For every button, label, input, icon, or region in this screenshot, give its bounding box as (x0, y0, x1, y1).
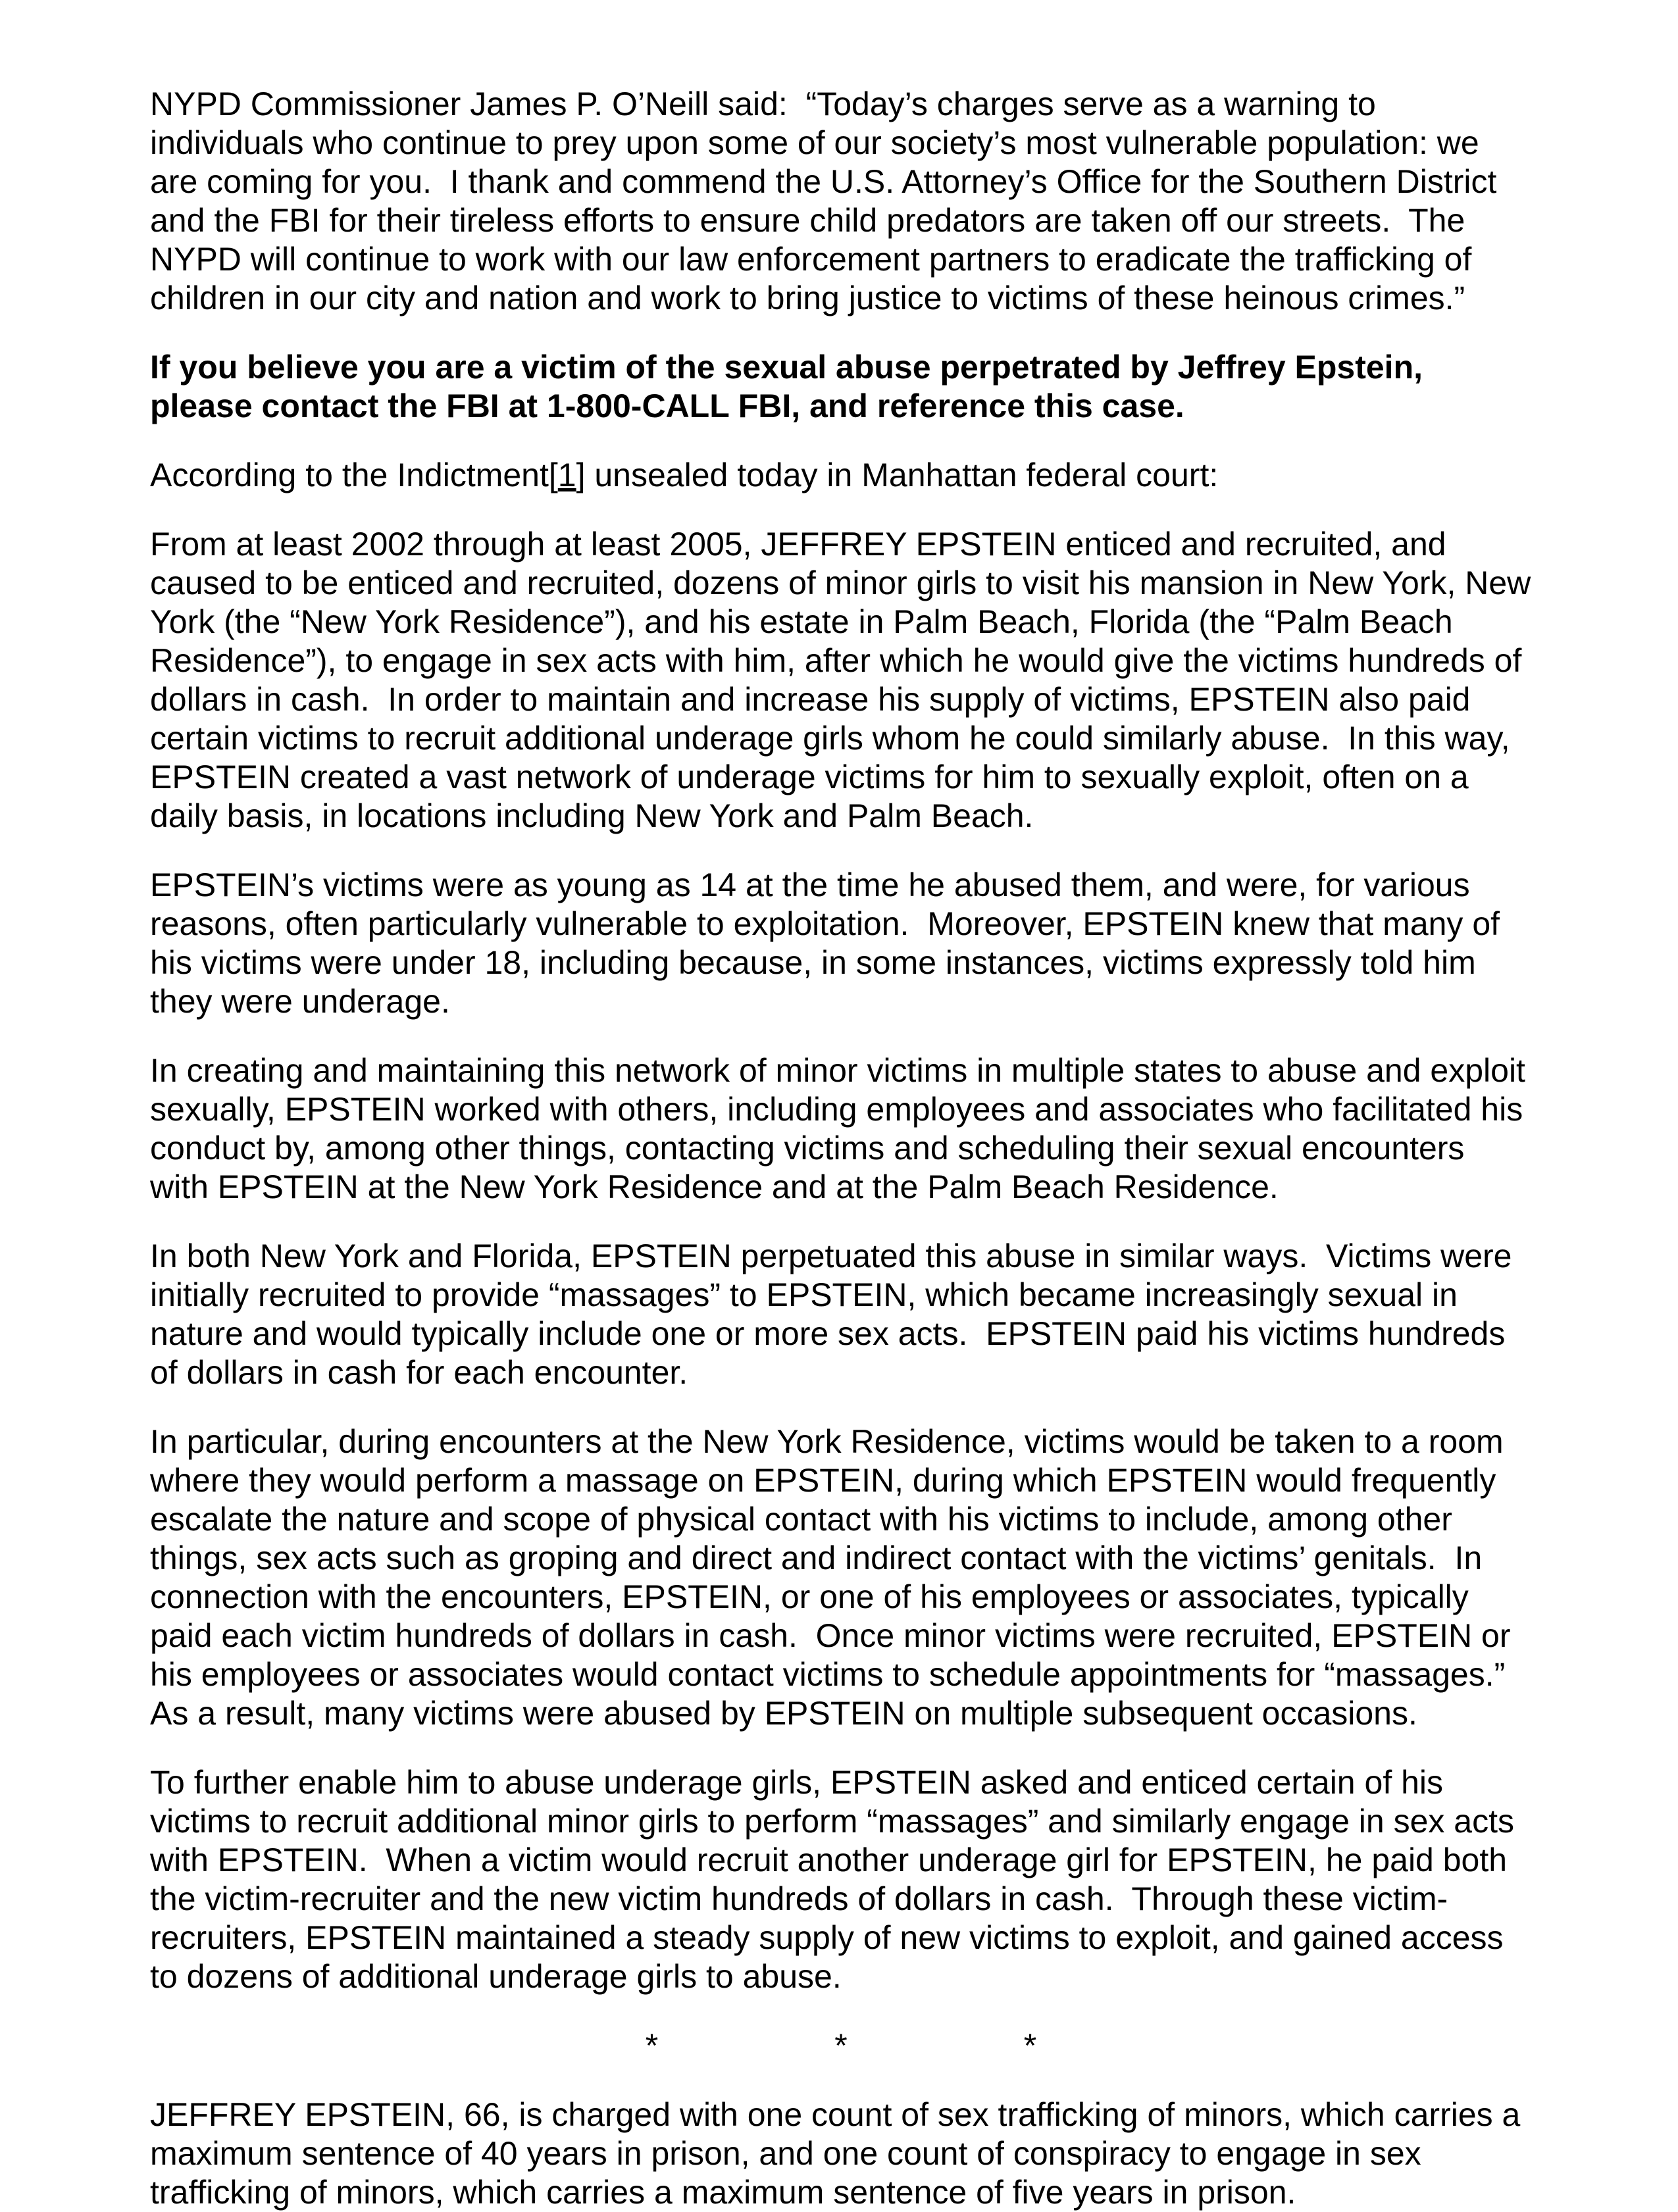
paragraph-recruiters: To further enable him to abuse underage girls, EPSTEIN asked and enticed certain of his victims to recruit additional minor girls to perform “massages” and similarly engage in sex acts with EPSTEIN. When a victim would recruit another underage girl for EPSTEIN, he paid both the victim-recruiter and the new victim hundreds of dollars in cash. Through these victim-recruiters, EPSTEIN maintained a steady supply of new victims to exploit, and gained access to dozens of additional underage girls to abuse. (150, 1764, 1523, 1995)
paragraph-nypd-statement: NYPD Commissioner James P. O’Neill said: “Today’s charges serve as a warning to individuals who continue to prey upon some of our society’s most vulnerable population: we are coming for you. I thank and commend the U.S. Attorney’s Office for the Southern District and the FBI for their tireless efforts to ensure child predators are taken off our streets. The NYPD will continue to work with our law enforcement partners to eradicate the trafficking of children in our city and nation and work to bring justice to victims of these heinous crimes.” (150, 86, 1506, 316)
asterisk: * (1023, 2027, 1037, 2064)
footnote-1-link[interactable]: 1 (557, 457, 576, 493)
paragraph-overview: From at least 2002 through at least 2005, JEFFREY EPSTEIN enticed and recruited, and caused to be enticed and recruited, dozens of minor girls to visit his mansion in New York, New York (the “New York Residence”), and his estate in Palm Beach, Florida (the “Palm Beach Residence”), to engage in sex acts with him, after which he would give the victims hundreds of dollars in cash. In order to maintain and increase his supply of victims, EPSTEIN also paid certain victims to recruit additional underage girls whom he could similarly abuse. In this way, EPSTEIN created a vast network of underage victims for him to sexually exploit, often on a daily basis, in locations including New York and Palm Beach. (150, 526, 1540, 834)
according-text-before: According to the Indictment[ (150, 457, 558, 493)
asterisk: * (645, 2027, 659, 2064)
paragraph-ny-encounters: In particular, during encounters at the New York Residence, victims would be taken to a room where they would perform a massage on EPSTEIN, during which EPSTEIN would frequently escalate the nature and scope of physical contact with his victims to include, among other things, sex acts such as groping and direct and indirect contact with the victims’ genitals. In connection with the encounters, EPSTEIN, or one of his employees or associates, typically paid each victim hundreds of dollars in cash. Once minor victims were recruited, EPSTEIN or his employees or associates would contact victims to schedule appointments for “massages.” As a result, many victims were abused by EPSTEIN on multiple subsequent occasions. (150, 1423, 1522, 1732)
paragraph-charges: JEFFREY EPSTEIN, 66, is charged with one count of sex trafficking of minors, which carries a maximum sentence of 40 years in prison, and one count of conspiracy to engage in sex trafficking of minors, which carries a maximum sentence of five years in prison. (150, 2096, 1530, 2211)
according-text-after: ] unsealed today in Manhattan federal court: (576, 457, 1219, 493)
paragraph-according (150, 456, 1532, 495)
paragraph-network: In creating and maintaining this network of minor victims in multiple states to abuse and exploit sexually, EPSTEIN worked with others, including employees and associates who facilitated his conduct by, among other things, contacting victims and scheduling their sexual encounters with EPSTEIN at the New York Residence and at the Palm Beach Residence. (150, 1052, 1535, 1205)
section-separator (150, 2026, 1532, 2065)
paragraph-victim-notice: If you believe you are a victim of the sexual abuse perpetrated by Jeffrey Epstein, please contact the FBI at 1-800-CALL FBI, and reference this case. (150, 349, 1432, 424)
paragraph-methods: In both New York and Florida, EPSTEIN perpetuated this abuse in similar ways. Victims were initially recruited to provide “massages” to EPSTEIN, which became increasingly sexual in nature and would typically include one or more sex acts. EPSTEIN paid his victims hundreds of dollars in cash for each encounter. (150, 1238, 1521, 1391)
asterisk: * (834, 2027, 848, 2064)
paragraph-victim-age: EPSTEIN’s victims were as young as 14 at the time he abused them, and were, for various reasons, often particularly vulnerable to exploitation. Moreover, EPSTEIN knew that many of his victims were under 18, including because, in some instances, victims expressly told him they were underage. (150, 867, 1509, 1020)
